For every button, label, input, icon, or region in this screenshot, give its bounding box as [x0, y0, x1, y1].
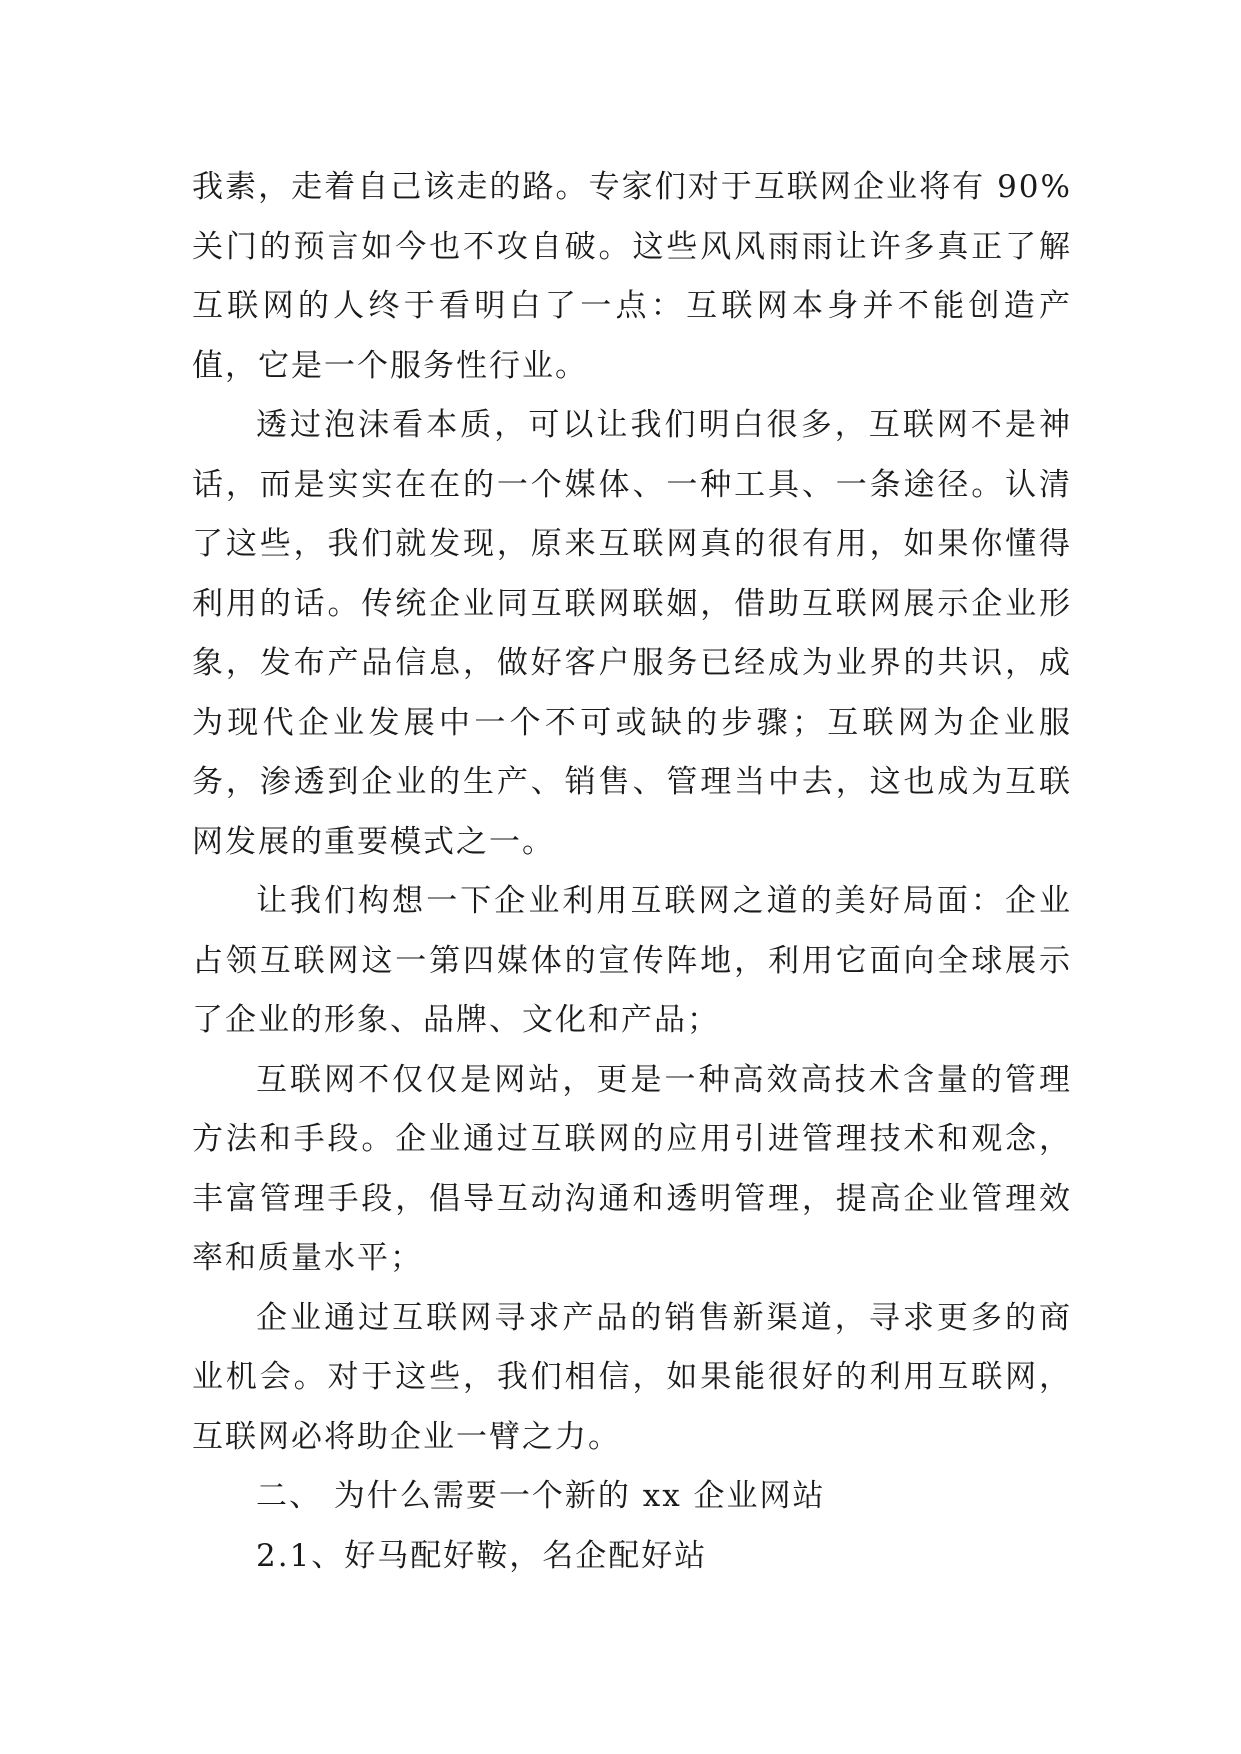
section-heading-2: 二、 为什么需要一个新的 xx 企业网站	[256, 1478, 826, 1514]
paragraph-continuation: 我素，走着自己该走的路。专家们对于互联网企业将有 90% 关门的预言如今也不攻自破。这些风风雨雨让许多真正了解互联网的人终于看明白了一点：互联网本身并不能创造产值，它是一个服务性行业。	[192, 169, 1072, 384]
paragraph-imagine-scenario: 让我们构想一下企业利用互联网之道的美好局面：企业占领互联网这一第四媒体的宣传阵地，利用它面向全球展示了企业的形象、品牌、文化和产品；	[192, 883, 1072, 1038]
body-text	[192, 158, 1072, 1586]
paragraph-sales-channel: 企业通过互联网寻求产品的销售新渠道，寻求更多的商业机会。对于这些，我们相信，如果能很好的利用互联网，互联网必将助企业一臂之力。	[192, 1299, 1072, 1455]
paragraph-management-method: 互联网不仅仅是网站，更是一种高效高技术含量的管理方法和手段。企业通过互联网的应用引进管理技术和观念，丰富管理手段，倡导互动沟通和透明管理，提高企业管理效率和质量水平；	[192, 1061, 1072, 1276]
subsection-heading-2-1: 2.1、好马配好鞍，名企配好站	[256, 1537, 708, 1574]
paragraph-internet-essence: 透过泡沫看本质，可以让我们明白很多，互联网不是神话，而是实实在在的一个媒体、一种工具、一条途径。认清了这些，我们就发现，原来互联网真的很有用，如果你懂得利用的话。传统企业同互联网联姻，借助互联网展示企业形象，发布产品信息，做好客户服务已经成为业界的共识，成为现代企业发展中一个不可或缺的步骤；互联网为企业服务，渗透到企业的生产、销售、管理当中去，这也成为互联网发展的重要模式之一。	[192, 407, 1072, 860]
